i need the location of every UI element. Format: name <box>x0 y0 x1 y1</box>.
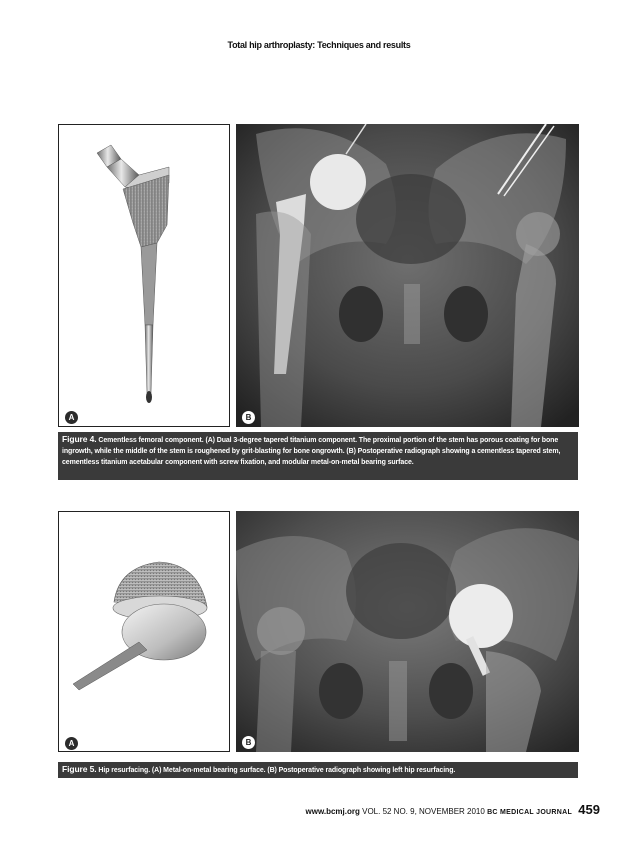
figure4-caption-number: Figure 4. <box>62 434 97 444</box>
figure4-panel-a-label: A <box>65 411 78 424</box>
figure4-caption-text: Cementless femoral component. (A) Dual 3-degree tapered titanium component. The proximal portion of the stem has porous coating for bone ingrowth, while the middle of the stem is roughened by grit-blasting for bone ongrowth. (B) Postoperative radiograph showing a cementless tapered stem, cementless titanium acetabular component with screw fixation, and modular metal-on-metal bearing surface. <box>62 437 561 466</box>
footer-journal: BC MEDICAL JOURNAL <box>487 809 573 816</box>
pelvis-radiograph-stem <box>236 124 579 427</box>
figure5-caption-number: Figure 5. <box>62 764 97 774</box>
femoral-stem-illustration <box>59 125 230 427</box>
figure4-panel-b <box>236 124 579 427</box>
footer-site: www.bcmj.org <box>305 807 360 816</box>
figure4-caption <box>58 432 578 480</box>
footer-issue: VOL. 52 NO. 9, NOVEMBER 2010 <box>362 807 485 816</box>
figure5-panel-b <box>236 511 579 752</box>
running-head: Total hip arthroplasty: Techniques and results <box>227 40 411 50</box>
resurfacing-implant-illustration <box>59 512 230 752</box>
figure5-panel-b-label: B <box>242 736 255 749</box>
figure5-caption-text: Hip resurfacing. (A) Metal-on-metal bearing surface. (B) Postoperative radiograph showing left hip resurfacing. <box>98 767 456 774</box>
figure4-panel-a <box>58 124 230 427</box>
footer-page-number: 459 <box>578 802 600 817</box>
figure4-panel-b-label: B <box>242 411 255 424</box>
page-footer <box>306 802 601 817</box>
figure5-caption <box>58 762 578 778</box>
figure5-panel-a-label: A <box>65 737 78 750</box>
figure5-panel-a <box>58 511 230 752</box>
pelvis-radiograph-resurfacing <box>236 511 579 752</box>
